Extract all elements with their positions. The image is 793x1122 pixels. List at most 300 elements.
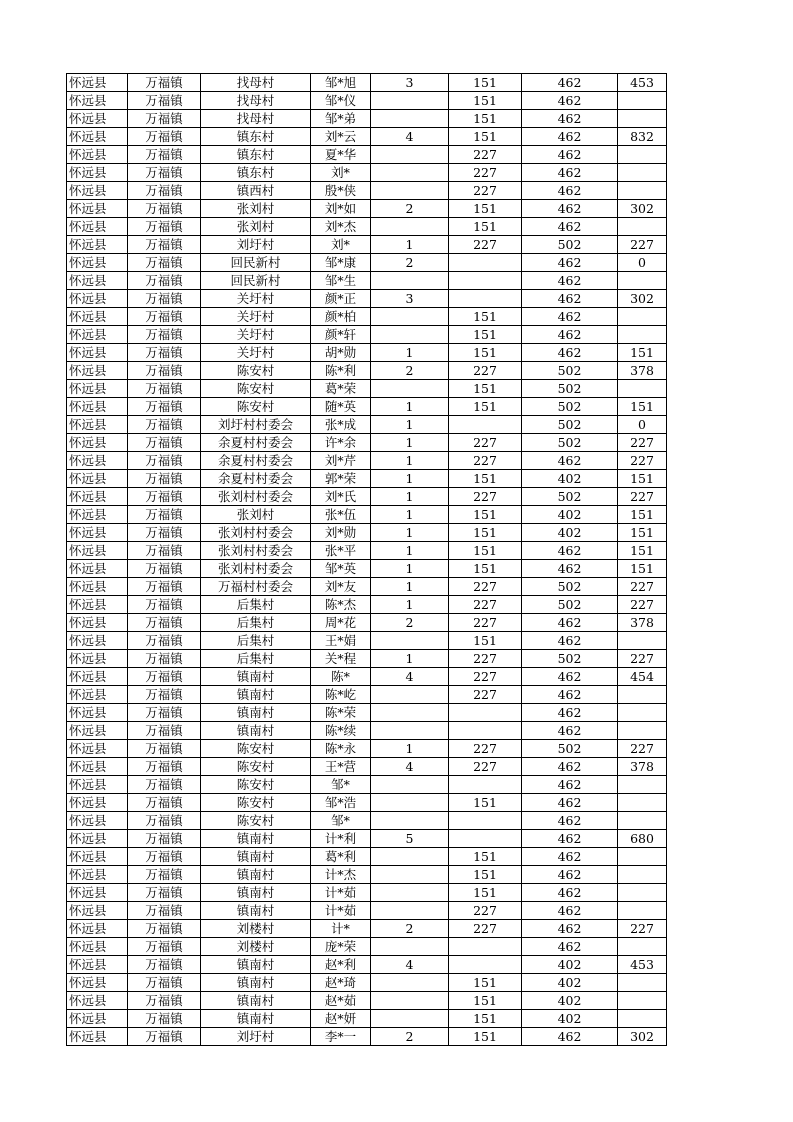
county-cell: 怀远县 [67,218,128,236]
count-cell: 1 [371,488,449,506]
count-cell [371,272,449,290]
county-cell: 怀远县 [67,668,128,686]
table-row [67,344,667,362]
town-cell: 万福镇 [128,452,201,470]
village-cell: 镇南村 [201,830,311,848]
table-row [67,974,667,992]
value-b-cell: 462 [522,686,618,704]
total-cell: 302 [618,1028,667,1046]
value-b-cell: 462 [522,776,618,794]
value-a-cell: 151 [449,200,522,218]
total-cell [618,992,667,1010]
town-cell: 万福镇 [128,236,201,254]
total-cell [618,632,667,650]
value-b-cell: 402 [522,506,618,524]
county-cell: 怀远县 [67,308,128,326]
total-cell [618,938,667,956]
name-cell: 赵*利 [311,956,371,974]
county-cell: 怀远县 [67,884,128,902]
count-cell [371,848,449,866]
name-cell: 颜*轩 [311,326,371,344]
village-cell: 张刘村村委会 [201,542,311,560]
town-cell: 万福镇 [128,416,201,434]
value-b-cell: 402 [522,524,618,542]
town-cell: 万福镇 [128,866,201,884]
total-cell: 227 [618,650,667,668]
town-cell: 万福镇 [128,380,201,398]
table-row [67,236,667,254]
town-cell: 万福镇 [128,254,201,272]
value-a-cell: 227 [449,740,522,758]
town-cell: 万福镇 [128,830,201,848]
table-row [67,560,667,578]
village-cell: 万福村村委会 [201,578,311,596]
county-cell: 怀远县 [67,344,128,362]
count-cell: 2 [371,1028,449,1046]
name-cell: 殷*侠 [311,182,371,200]
village-cell: 镇南村 [201,686,311,704]
value-b-cell: 462 [522,614,618,632]
value-a-cell: 151 [449,218,522,236]
name-cell: 赵*妍 [311,1010,371,1028]
total-cell: 227 [618,920,667,938]
name-cell: 关*程 [311,650,371,668]
count-cell: 1 [371,452,449,470]
name-cell: 邹* [311,776,371,794]
village-cell: 镇南村 [201,848,311,866]
town-cell: 万福镇 [128,992,201,1010]
town-cell: 万福镇 [128,758,201,776]
name-cell: 邹*旭 [311,74,371,92]
total-cell [618,164,667,182]
county-cell: 怀远县 [67,290,128,308]
value-a-cell [449,776,522,794]
value-a-cell: 151 [449,848,522,866]
value-a-cell: 227 [449,686,522,704]
table-row [67,470,667,488]
county-cell: 怀远县 [67,560,128,578]
total-cell: 151 [618,398,667,416]
town-cell: 万福镇 [128,362,201,380]
village-cell: 镇西村 [201,182,311,200]
town-cell: 万福镇 [128,776,201,794]
town-cell: 万福镇 [128,686,201,704]
value-b-cell: 462 [522,200,618,218]
town-cell: 万福镇 [128,92,201,110]
town-cell: 万福镇 [128,722,201,740]
table-row [67,740,667,758]
total-cell [618,686,667,704]
value-a-cell: 151 [449,974,522,992]
name-cell: 夏*华 [311,146,371,164]
table-row [67,992,667,1010]
name-cell: 邹*康 [311,254,371,272]
name-cell: 赵*茹 [311,992,371,1010]
total-cell [618,974,667,992]
county-cell: 怀远县 [67,686,128,704]
value-a-cell: 151 [449,560,522,578]
total-cell [618,902,667,920]
name-cell: 庞*荣 [311,938,371,956]
county-cell: 怀远县 [67,164,128,182]
town-cell: 万福镇 [128,794,201,812]
village-cell: 刘楼村 [201,920,311,938]
value-b-cell: 462 [522,110,618,128]
value-a-cell [449,956,522,974]
total-cell: 378 [618,614,667,632]
village-cell: 张刘村村委会 [201,560,311,578]
name-cell: 许*余 [311,434,371,452]
county-cell: 怀远县 [67,110,128,128]
county-cell: 怀远县 [67,506,128,524]
county-cell: 怀远县 [67,326,128,344]
value-b-cell: 462 [522,902,618,920]
town-cell: 万福镇 [128,434,201,452]
table-row [67,596,667,614]
value-b-cell: 502 [522,596,618,614]
name-cell: 刘*云 [311,128,371,146]
village-cell: 张刘村村委会 [201,488,311,506]
total-cell: 302 [618,200,667,218]
value-a-cell: 151 [449,1010,522,1028]
count-cell [371,218,449,236]
total-cell: 151 [618,560,667,578]
value-b-cell: 462 [522,668,618,686]
value-a-cell: 151 [449,866,522,884]
count-cell [371,308,449,326]
village-cell: 余夏村村委会 [201,434,311,452]
village-cell: 镇东村 [201,146,311,164]
count-cell [371,884,449,902]
total-cell: 378 [618,758,667,776]
value-a-cell: 227 [449,452,522,470]
count-cell: 4 [371,128,449,146]
value-a-cell: 151 [449,398,522,416]
total-cell [618,776,667,794]
value-a-cell: 151 [449,110,522,128]
county-cell: 怀远县 [67,128,128,146]
table-row [67,812,667,830]
town-cell: 万福镇 [128,344,201,362]
village-cell: 镇南村 [201,974,311,992]
value-a-cell [449,416,522,434]
county-cell: 怀远县 [67,722,128,740]
value-a-cell: 227 [449,650,522,668]
name-cell: 陈*续 [311,722,371,740]
name-cell: 刘*芹 [311,452,371,470]
name-cell: 王*娟 [311,632,371,650]
name-cell: 陈*永 [311,740,371,758]
county-cell: 怀远县 [67,524,128,542]
village-cell: 找母村 [201,110,311,128]
total-cell: 151 [618,524,667,542]
village-cell: 陈安村 [201,794,311,812]
name-cell: 周*花 [311,614,371,632]
village-cell: 刘圩村村委会 [201,416,311,434]
value-b-cell: 462 [522,848,618,866]
value-b-cell: 502 [522,650,618,668]
value-b-cell: 462 [522,452,618,470]
count-cell [371,164,449,182]
value-a-cell: 227 [449,920,522,938]
name-cell: 张*平 [311,542,371,560]
table-row [67,74,667,92]
value-b-cell: 502 [522,578,618,596]
name-cell: 计*茹 [311,884,371,902]
count-cell: 2 [371,614,449,632]
value-b-cell: 462 [522,290,618,308]
value-a-cell: 151 [449,992,522,1010]
county-cell: 怀远县 [67,380,128,398]
county-cell: 怀远县 [67,920,128,938]
total-cell: 453 [618,74,667,92]
count-cell [371,686,449,704]
county-cell: 怀远县 [67,1028,128,1046]
name-cell: 陈*荣 [311,704,371,722]
village-cell: 张刘村 [201,506,311,524]
town-cell: 万福镇 [128,884,201,902]
table-row [67,884,667,902]
town-cell: 万福镇 [128,326,201,344]
total-cell [618,380,667,398]
table-row [67,272,667,290]
total-cell [618,218,667,236]
table-row [67,866,667,884]
value-b-cell: 502 [522,362,618,380]
name-cell: 计* [311,920,371,938]
name-cell: 计*利 [311,830,371,848]
village-cell: 刘楼村 [201,938,311,956]
value-b-cell: 462 [522,884,618,902]
value-b-cell: 462 [522,74,618,92]
value-b-cell: 462 [522,218,618,236]
value-a-cell: 151 [449,524,522,542]
table-row [67,938,667,956]
county-cell: 怀远县 [67,434,128,452]
total-cell: 227 [618,452,667,470]
town-cell: 万福镇 [128,812,201,830]
value-a-cell: 227 [449,902,522,920]
table-row [67,506,667,524]
value-b-cell: 462 [522,920,618,938]
total-cell: 227 [618,434,667,452]
name-cell: 胡*勋 [311,344,371,362]
total-cell: 0 [618,416,667,434]
village-cell: 关圩村 [201,326,311,344]
table-row [67,830,667,848]
county-cell: 怀远县 [67,488,128,506]
value-a-cell [449,704,522,722]
name-cell: 邹*弟 [311,110,371,128]
village-cell: 陈安村 [201,740,311,758]
total-cell [618,812,667,830]
value-b-cell: 462 [522,794,618,812]
value-b-cell: 462 [522,866,618,884]
total-cell [618,866,667,884]
value-b-cell: 462 [522,92,618,110]
value-a-cell: 227 [449,362,522,380]
total-cell [618,182,667,200]
total-cell: 302 [618,290,667,308]
town-cell: 万福镇 [128,398,201,416]
town-cell: 万福镇 [128,1028,201,1046]
table-row [67,650,667,668]
total-cell: 454 [618,668,667,686]
county-cell: 怀远县 [67,740,128,758]
value-b-cell: 402 [522,992,618,1010]
count-cell [371,722,449,740]
county-cell: 怀远县 [67,614,128,632]
value-b-cell: 462 [522,758,618,776]
value-b-cell: 462 [522,308,618,326]
count-cell: 1 [371,596,449,614]
town-cell: 万福镇 [128,182,201,200]
town-cell: 万福镇 [128,740,201,758]
town-cell: 万福镇 [128,200,201,218]
name-cell: 刘*勋 [311,524,371,542]
table-row [67,704,667,722]
village-cell: 后集村 [201,614,311,632]
village-cell: 镇南村 [201,956,311,974]
table-row [67,326,667,344]
total-cell: 151 [618,470,667,488]
value-b-cell: 502 [522,434,618,452]
value-b-cell: 502 [522,488,618,506]
name-cell: 葛*利 [311,848,371,866]
value-b-cell: 462 [522,722,618,740]
table-row [67,776,667,794]
table-row [67,434,667,452]
value-b-cell: 402 [522,956,618,974]
county-cell: 怀远县 [67,902,128,920]
value-b-cell: 462 [522,830,618,848]
county-cell: 怀远县 [67,956,128,974]
value-a-cell [449,272,522,290]
village-cell: 关圩村 [201,344,311,362]
value-a-cell: 227 [449,596,522,614]
value-a-cell: 151 [449,128,522,146]
total-cell [618,722,667,740]
table-row [67,362,667,380]
village-cell: 镇南村 [201,1010,311,1028]
table-row [67,164,667,182]
village-cell: 镇南村 [201,722,311,740]
value-a-cell [449,938,522,956]
value-a-cell: 151 [449,632,522,650]
total-cell [618,1010,667,1028]
village-cell: 回民新村 [201,254,311,272]
village-cell: 关圩村 [201,308,311,326]
name-cell: 刘* [311,164,371,182]
value-a-cell: 227 [449,236,522,254]
name-cell: 陈* [311,668,371,686]
village-cell: 镇南村 [201,866,311,884]
name-cell: 陈*利 [311,362,371,380]
total-cell [618,326,667,344]
county-cell: 怀远县 [67,974,128,992]
name-cell: 刘*如 [311,200,371,218]
name-cell: 张*成 [311,416,371,434]
table-row [67,668,667,686]
value-a-cell [449,812,522,830]
village-cell: 镇东村 [201,164,311,182]
count-cell: 1 [371,398,449,416]
value-b-cell: 402 [522,1010,618,1028]
count-cell: 3 [371,74,449,92]
table-row [67,128,667,146]
village-cell: 找母村 [201,92,311,110]
table-row [67,956,667,974]
total-cell [618,110,667,128]
count-cell: 1 [371,560,449,578]
value-b-cell: 502 [522,236,618,254]
value-a-cell: 227 [449,758,522,776]
count-cell: 5 [371,830,449,848]
value-b-cell: 402 [522,470,618,488]
village-cell: 后集村 [201,596,311,614]
county-cell: 怀远县 [67,776,128,794]
value-b-cell: 462 [522,182,618,200]
table-row [67,308,667,326]
value-a-cell: 151 [449,506,522,524]
table-row [67,614,667,632]
count-cell: 1 [371,236,449,254]
name-cell: 颜*柏 [311,308,371,326]
value-b-cell: 502 [522,398,618,416]
count-cell: 2 [371,254,449,272]
value-b-cell: 502 [522,740,618,758]
value-b-cell: 462 [522,164,618,182]
name-cell: 张*伍 [311,506,371,524]
name-cell: 陈*杰 [311,596,371,614]
town-cell: 万福镇 [128,542,201,560]
village-cell: 镇南村 [201,668,311,686]
town-cell: 万福镇 [128,650,201,668]
total-cell: 151 [618,542,667,560]
count-cell: 1 [371,650,449,668]
count-cell [371,866,449,884]
table-row [67,542,667,560]
village-cell: 刘圩村 [201,236,311,254]
village-cell: 陈安村 [201,812,311,830]
county-cell: 怀远县 [67,830,128,848]
county-cell: 怀远县 [67,938,128,956]
county-cell: 怀远县 [67,146,128,164]
county-cell: 怀远县 [67,650,128,668]
value-b-cell: 462 [522,542,618,560]
count-cell [371,812,449,830]
town-cell: 万福镇 [128,164,201,182]
value-a-cell: 227 [449,146,522,164]
county-cell: 怀远县 [67,596,128,614]
count-cell: 1 [371,542,449,560]
count-cell [371,938,449,956]
value-a-cell: 151 [449,470,522,488]
total-cell: 227 [618,488,667,506]
total-cell: 151 [618,344,667,362]
town-cell: 万福镇 [128,470,201,488]
count-cell: 3 [371,290,449,308]
total-cell: 227 [618,236,667,254]
town-cell: 万福镇 [128,560,201,578]
count-cell [371,326,449,344]
value-a-cell: 151 [449,884,522,902]
name-cell: 邹*仪 [311,92,371,110]
value-a-cell: 227 [449,182,522,200]
town-cell: 万福镇 [128,956,201,974]
town-cell: 万福镇 [128,668,201,686]
value-b-cell: 462 [522,344,618,362]
